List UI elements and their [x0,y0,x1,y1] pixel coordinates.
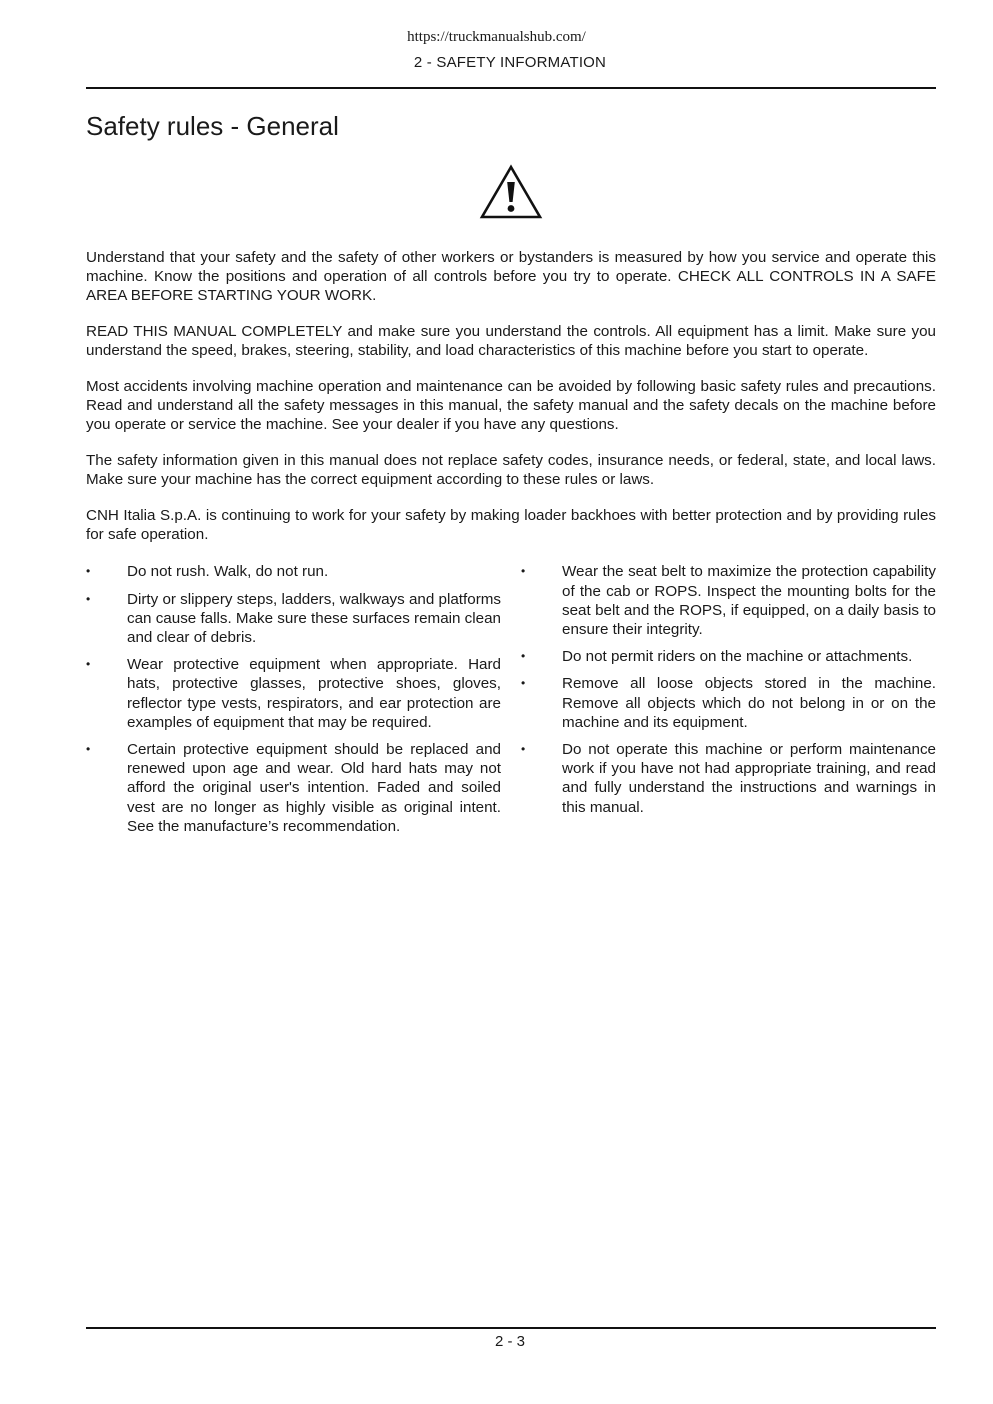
list-item [521,562,936,639]
list-item-text: Do not rush. Walk, do not run. [127,563,329,581]
list-item-text: Wear protective equipment when appropriate. Hard hats, protective glasses, protective shoes, gloves, reflector type vests, respirators, and ear protection are examples of equipment that may be required. [127,656,501,731]
page-number: 2 - 3 [494,1333,525,1350]
header-divider [86,87,936,89]
paragraph: Understand that your safety and the safety of other workers or bystanders is measured by how you service and operate this machine. Know the positions and operation of all controls before you try to operate. CHECK ALL CONTROLS IN A SAFE AREA BEFORE STARTING YOUR WORK. [86,249,936,305]
list-item-text: Do not permit riders on the machine or attachments. [562,648,913,666]
list-item [86,655,501,732]
paragraph: READ THIS MANUAL COMPLETELY and make sure you understand the controls. All equipment has a limit. Make sure you understand the speed, brakes, steering, stability, and load characteristics of this machine before you start to operate. [86,323,936,360]
bullet-icon: • [521,676,526,691]
header-url: https://truckmanualshub.com/ [407,29,586,45]
bullet-columns [86,562,936,844]
list-item [86,590,501,648]
list-item-text: Remove all loose objects stored in the machine. Remove all objects which do not belong in or on the machine and its equipment. [562,675,936,731]
bullet-icon: • [86,657,91,672]
list-item [521,674,936,732]
list-item-text: Do not operate this machine or perform maintenance work if you have not had appropriate training, and read and fully understand the instructions and warnings in this manual. [562,741,936,816]
bullet-column-left [86,562,501,844]
bullet-icon: • [521,742,526,757]
bullet-icon: • [86,564,91,579]
list-item-text: Dirty or slippery steps, ladders, walkways and platforms can cause falls. Make sure these surfaces remain clean and clear of debris. [127,590,501,647]
list-item-text: Wear the seat belt to maximize the protection capability of the cab or ROPS. Inspect the mounting bolts for the seat belt and the ROPS, if equipped, on a daily basis to ensure their integrity. [562,563,936,639]
page-title: Safety rules - General [86,111,339,141]
bullet-list-left [86,562,501,836]
list-item-text: Certain protective equipment should be replaced and renewed upon age and wear. Old hard hats may not afford the original user's intention. Faded and soiled vest are no longer as highly visible as original intent. See the manufacture’s recommendation. [127,741,501,835]
bullet-column-right [521,562,936,844]
header-section-title: 2 - SAFETY INFORMATION [413,54,607,71]
bullet-icon: • [521,564,526,579]
bullet-icon: • [521,649,526,664]
bullet-list-right [521,562,936,816]
list-item [86,562,501,581]
warning-icon [479,164,543,220]
paragraph: Most accidents involving machine operation and maintenance can be avoided by following basic safety rules and precautions. Read and understand all the safety messages in this manual, the safety manual and the safety decals on the machine before you operate or service the machine. See your dealer if you have any questions. [86,378,936,434]
list-item [521,647,936,666]
list-item [86,740,501,836]
main-content [86,248,936,844]
bullet-icon: • [86,742,91,757]
bullet-icon: • [86,591,91,606]
paragraph: The safety information given in this manual does not replace safety codes, insurance needs, or federal, state, and local laws. Make sure your machine has the correct equipment according to these rules or laws. [86,452,936,489]
footer-divider [86,1327,936,1329]
list-item [521,740,936,817]
paragraph: CNH Italia S.p.A. is continuing to work for your safety by making loader backhoes with better protection and by providing rules for safe operation. [86,507,936,544]
